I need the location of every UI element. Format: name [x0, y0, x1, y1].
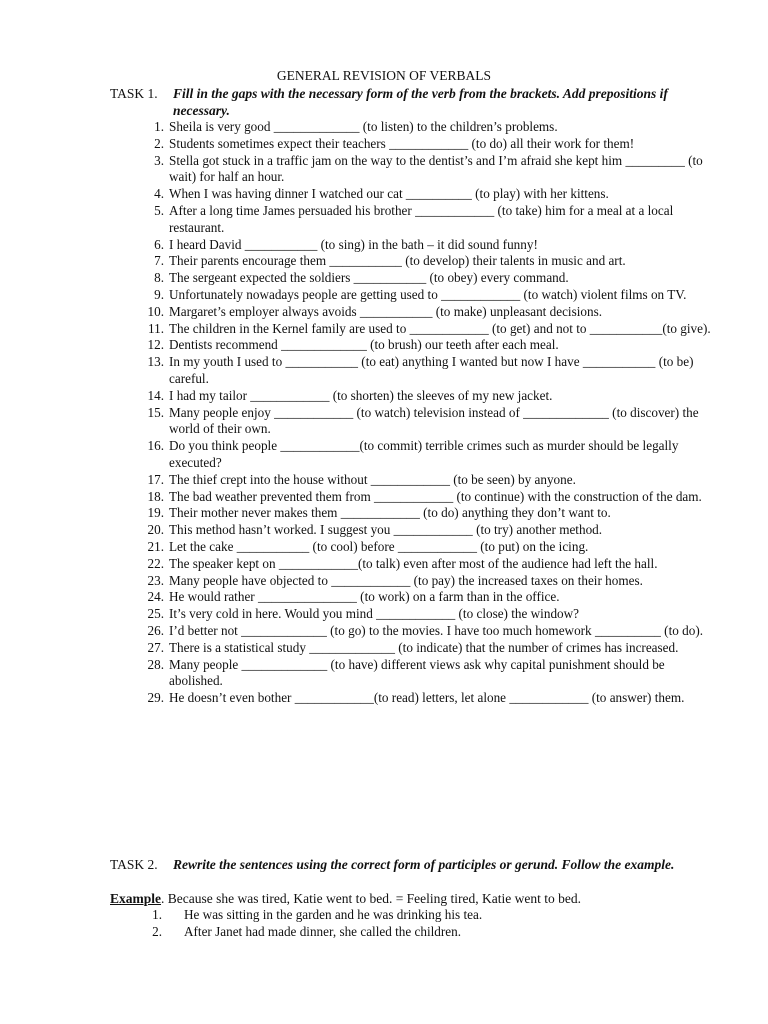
item-text: Unfortunately nowadays people are getting used to ____________ (to watch) violent films on TV.	[169, 286, 687, 302]
item-text: Dentists recommend _____________ (to brush) our teeth after each meal.	[169, 337, 559, 353]
item-number: 6.	[154, 236, 164, 252]
example-label: Example	[110, 891, 162, 906]
task1-item	[140, 472, 712, 489]
task1-item	[140, 556, 712, 573]
task2-label: TASK 2.	[110, 857, 158, 872]
task2-item	[146, 924, 706, 941]
item-number: 18.	[147, 488, 164, 504]
item-number: 3.	[154, 152, 164, 168]
item-number: 26.	[147, 622, 164, 638]
task1-item	[140, 438, 712, 472]
item-number: 25.	[147, 606, 164, 622]
item-text: Their parents encourage them ___________ (to develop) their talents in music and art.	[169, 253, 626, 269]
task1-item	[140, 119, 712, 136]
task1-item	[140, 489, 712, 506]
item-text: After a long time James persuaded his brother ____________ (to take) him for a meal at a local restaurant.	[169, 202, 674, 235]
item-text: When I was having dinner I watched our cat __________ (to play) with her kittens.	[169, 186, 609, 202]
example-text: . Because she was tired, Katie went to bed. = Feeling tired, Katie went to bed.	[161, 891, 582, 906]
item-text: Stella got stuck in a traffic jam on the way to the dentist’s and I’m afraid she kept him _________ (to wait) for half an hour.	[169, 152, 703, 185]
item-text: Many people have objected to ____________ (to pay) the increased taxes on their homes.	[169, 572, 643, 588]
item-number: 19.	[147, 505, 164, 521]
item-text: Sheila is very good _____________ (to listen) to the children’s problems.	[169, 119, 558, 134]
item-number: 2.	[152, 923, 162, 939]
item-text: After Janet had made dinner, she called the children.	[184, 923, 462, 939]
task1-item	[140, 321, 712, 338]
item-text: Their mother never makes them ____________ (to do) anything they don’t want to.	[169, 505, 611, 521]
item-number: 12.	[147, 337, 164, 353]
item-text: I heard David ___________ (to sing) in the bath – it did sound funny!	[169, 236, 538, 252]
task2-instruction: Rewrite the sentences using the correct form of participles or gerund. Follow the example.	[173, 857, 675, 872]
task1-heading	[110, 86, 710, 120]
task1-item	[140, 405, 712, 439]
task2-heading	[110, 857, 710, 874]
item-text: He doesn’t even bother ____________(to read) letters, let alone ____________ (to answer) them.	[169, 690, 685, 706]
item-number: 10.	[147, 303, 164, 319]
item-text: He was sitting in the garden and he was drinking his tea.	[184, 907, 483, 922]
task1-item	[140, 539, 712, 556]
item-text: The speaker kept on ____________(to talk) even after most of the audience had left the hall.	[169, 555, 658, 571]
task1-list	[140, 119, 712, 707]
task1-item	[140, 623, 712, 640]
item-number: 24.	[147, 589, 164, 605]
item-text: In my youth I used to ___________ (to eat) anything I wanted but now I have ___________ (to be) careful.	[169, 354, 694, 386]
item-number: 16.	[147, 438, 164, 454]
task1-instruction: Fill in the gaps with the necessary form of the verb from the brackets. Add prepositions if necessary.	[173, 86, 668, 118]
task1-item	[140, 337, 712, 354]
example-line	[110, 891, 581, 907]
item-number: 11.	[148, 320, 164, 336]
item-number: 21.	[147, 538, 164, 554]
item-number: 23.	[147, 572, 164, 588]
task1-item	[140, 253, 712, 270]
task1-label: TASK 1.	[110, 86, 158, 101]
item-text: He would rather _______________ (to work) on a farm than in the office.	[169, 589, 560, 605]
task1-item	[140, 203, 712, 237]
task2-item	[146, 907, 706, 924]
task1-item	[140, 304, 712, 321]
item-text: Margaret’s employer always avoids ___________ (to make) unpleasant decisions.	[169, 303, 603, 319]
task2-list	[146, 907, 706, 941]
item-number: 17.	[147, 471, 164, 487]
item-text: The thief crept into the house without ____________ (to be seen) by anyone.	[169, 471, 576, 487]
item-number: 20.	[147, 522, 164, 538]
task1-item	[140, 270, 712, 287]
item-text: There is a statistical study _____________ (to indicate) that the number of crimes has increased.	[169, 639, 679, 655]
item-number: 28.	[147, 656, 164, 672]
item-text: I had my tailor ____________ (to shorten) the sleeves of my new jacket.	[169, 387, 553, 403]
item-number: 13.	[147, 354, 164, 370]
task1-item	[140, 589, 712, 606]
task1-item	[140, 573, 712, 590]
item-number: 5.	[154, 202, 164, 218]
item-number: 1.	[154, 119, 164, 134]
item-text: The sergeant expected the soldiers ___________ (to obey) every command.	[169, 270, 569, 286]
item-number: 29.	[147, 690, 164, 706]
task1-item	[140, 522, 712, 539]
task1-item	[140, 287, 712, 304]
task1-item	[140, 657, 712, 691]
item-text: I’d better not _____________ (to go) to the movies. I have too much homework __________ (to do).	[169, 622, 704, 638]
item-number: 27.	[147, 639, 164, 655]
item-text: This method hasn’t worked. I suggest you ____________ (to try) another method.	[169, 522, 603, 538]
item-number: 1.	[152, 907, 162, 922]
task1-item	[140, 237, 712, 254]
item-number: 4.	[154, 186, 164, 202]
page-title: GENERAL REVISION OF VERBALS	[276, 68, 492, 83]
item-text: Many people _____________ (to have) different views ask why capital punishment should be abolished.	[169, 656, 665, 689]
item-text: Many people enjoy ____________ (to watch) television instead of _____________ (to discover) the world of their own.	[169, 404, 699, 437]
task1-item	[140, 505, 712, 522]
item-number: 22.	[147, 555, 164, 571]
item-number: 9.	[154, 286, 164, 302]
item-text: Do you think people ____________(to commit) terrible crimes such as murder should be legally executed?	[169, 438, 679, 470]
item-text: Students sometimes expect their teachers ____________ (to do) all their work for them!	[169, 135, 635, 151]
task1-item	[140, 186, 712, 203]
task1-item	[140, 388, 712, 405]
item-text: The children in the Kernel family are used to ____________ (to get) and not to ___________(to give).	[169, 320, 711, 336]
task1-item	[140, 606, 712, 623]
task1-item	[140, 136, 712, 153]
item-number: 14.	[147, 387, 164, 403]
task1-item	[140, 153, 712, 187]
item-number: 2.	[154, 135, 164, 151]
item-text: Let the cake ___________ (to cool) before ____________ (to put) on the icing.	[169, 538, 589, 554]
task1-item	[140, 354, 712, 388]
item-number: 15.	[147, 404, 164, 420]
task1-item	[140, 640, 712, 657]
item-text: It’s very cold in here. Would you mind ____________ (to close) the window?	[169, 606, 580, 622]
item-number: 7.	[154, 253, 164, 269]
item-number: 8.	[154, 270, 164, 286]
item-text: The bad weather prevented them from ____________ (to continue) with the construction of the dam.	[169, 488, 702, 504]
task1-item	[140, 690, 712, 707]
